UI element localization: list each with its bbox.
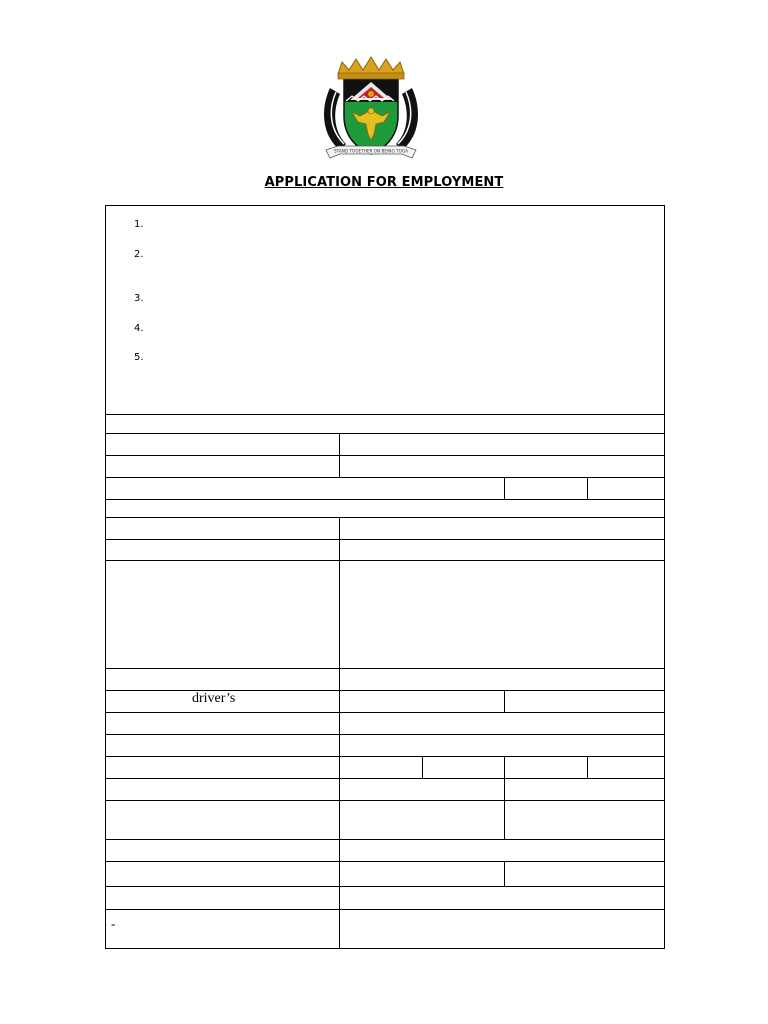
table-border-right (664, 205, 665, 949)
instruction-number-3: 3. (134, 293, 144, 304)
table-border-bottom (105, 948, 665, 949)
row-line (105, 517, 665, 518)
page-title: APPLICATION FOR EMPLOYMENT (264, 175, 504, 190)
crown-icon (338, 57, 404, 79)
row-line (105, 560, 665, 561)
dash-label: - (111, 916, 116, 931)
column-line (339, 517, 340, 948)
column-line (504, 690, 505, 712)
row-line (105, 778, 665, 779)
column-line (587, 756, 588, 778)
instruction-number-5: 5. (134, 352, 144, 363)
row-line (105, 839, 665, 840)
table-border-top (105, 205, 665, 206)
column-line (587, 477, 588, 499)
row-line (105, 499, 665, 500)
row-line (105, 477, 665, 478)
row-line (105, 539, 665, 540)
application-form (105, 205, 665, 949)
drivers-licence-label: driver’s (192, 691, 236, 706)
row-line (105, 800, 665, 801)
column-line (504, 861, 505, 886)
row-line (105, 886, 665, 887)
row-line (105, 734, 665, 735)
column-line (504, 778, 505, 839)
column-line (504, 756, 505, 778)
row-line (105, 414, 665, 415)
row-line (105, 861, 665, 862)
column-line (422, 756, 423, 778)
instruction-number-4: 4. (134, 323, 144, 334)
column-line (339, 433, 340, 477)
svg-text:STAND TOGETHER ON BEING TOGA: STAND TOGETHER ON BEING TOGA (334, 148, 408, 154)
instruction-number-1: 1. (134, 219, 144, 230)
table-border-left (105, 205, 106, 949)
row-line (105, 756, 665, 757)
row-line (105, 690, 665, 691)
row-line (105, 433, 665, 434)
row-line (105, 712, 665, 713)
row-line (105, 455, 665, 456)
row-line (105, 668, 665, 669)
row-line (105, 909, 665, 910)
column-line (504, 477, 505, 499)
instruction-number-2: 2. (134, 249, 144, 260)
coat-of-arms-logo (316, 54, 426, 166)
